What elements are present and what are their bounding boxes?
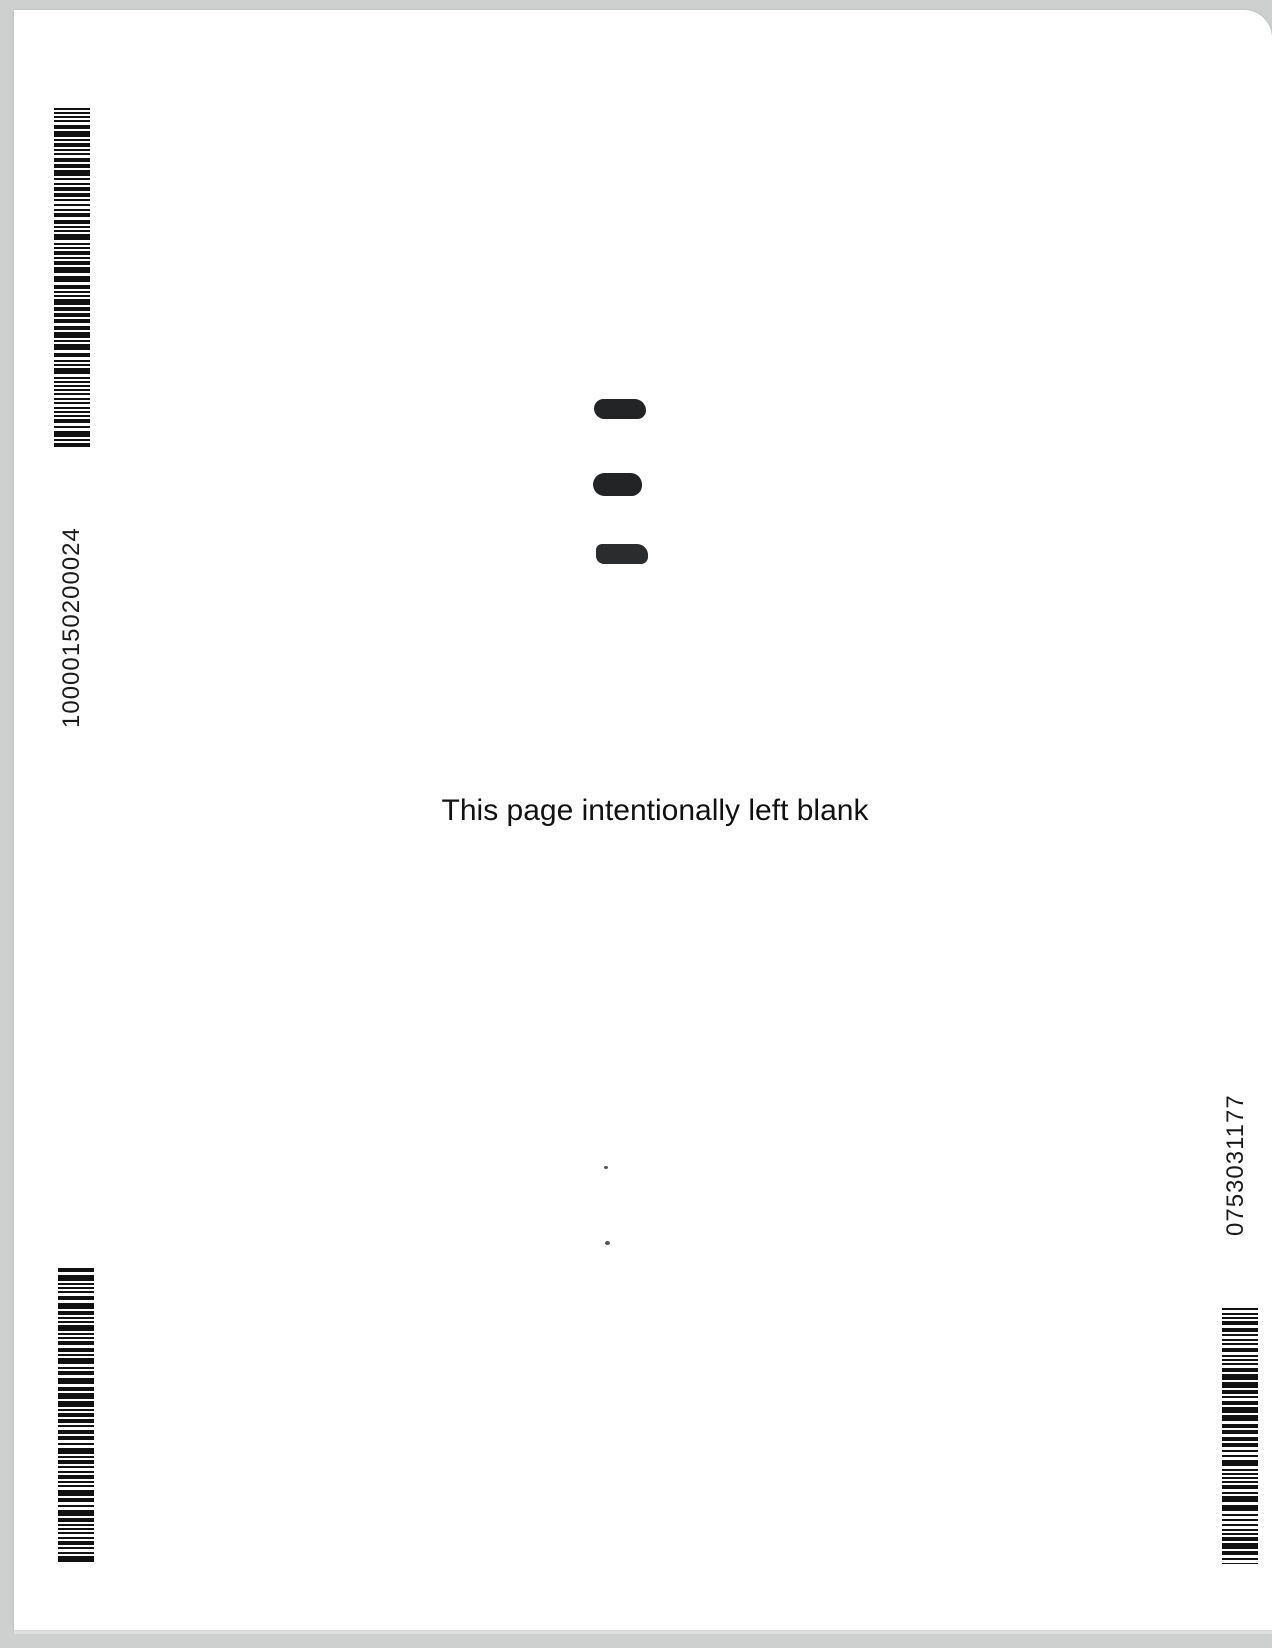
barcode-bar [54, 125, 90, 129]
barcode-bar [58, 1367, 94, 1369]
barcode-bar [1222, 1473, 1258, 1475]
barcode-bar [58, 1317, 94, 1319]
barcode-bar [54, 230, 90, 232]
barcode-bar [54, 291, 90, 293]
barcode-bar [1222, 1374, 1258, 1380]
barcode-bar [54, 364, 90, 366]
barcode-bar [1222, 1529, 1258, 1531]
barcode-bar [58, 1275, 94, 1281]
barcode-bar [58, 1498, 94, 1502]
barcode-bar [54, 353, 90, 357]
barcode-bar [1222, 1443, 1258, 1447]
barcode-bar [54, 234, 90, 240]
barcode-bar [58, 1510, 94, 1516]
barcode-bar [1222, 1505, 1258, 1511]
barcode-bar [1222, 1334, 1258, 1336]
barcode-bar [1222, 1533, 1258, 1535]
barcode-bar [54, 426, 90, 428]
barcode-bar [1222, 1551, 1258, 1555]
barcode-bar [54, 143, 90, 147]
barcode-bar [1222, 1317, 1258, 1319]
barcode-bar [58, 1413, 94, 1417]
barcode-bar [54, 332, 90, 338]
barcode-bar [54, 257, 90, 259]
barcode-bar [54, 243, 90, 245]
barcode-bar [54, 209, 90, 211]
barcode-bar [54, 307, 90, 311]
barcode-bar [58, 1485, 94, 1487]
barcode-bar [54, 261, 90, 265]
barcode-bar [54, 393, 90, 395]
barcode-bar [54, 199, 90, 201]
barcode-bar [58, 1371, 94, 1375]
barcode-bar [54, 220, 90, 224]
barcode-bar [58, 1425, 94, 1427]
barcode-bar [58, 1466, 94, 1468]
barcode-bar [1222, 1407, 1258, 1413]
left-bottom-barcode-graphic [58, 1268, 94, 1562]
barcode-bar [54, 285, 90, 289]
barcode-bar [54, 204, 90, 206]
barcode-bar [58, 1387, 94, 1391]
barcode-bar [54, 267, 90, 273]
barcode-bar [54, 407, 90, 409]
barcode-bar [58, 1283, 94, 1285]
barcode-bar [1222, 1537, 1258, 1541]
barcode-bar [54, 251, 90, 255]
barcode-bar [1222, 1485, 1258, 1489]
barcode-bar [54, 139, 90, 141]
barcode-bar [54, 112, 90, 114]
barcode-bar [54, 213, 90, 217]
barcode-bar [58, 1430, 94, 1434]
barcode-bar [1222, 1563, 1258, 1564]
barcode-bar [1222, 1424, 1258, 1428]
barcode-bar [54, 153, 90, 155]
barcode-bar [54, 295, 90, 297]
barcode-bar [1222, 1415, 1258, 1421]
barcode-bar [54, 389, 90, 391]
left-document-number: 10000150200024 [58, 527, 85, 728]
barcode-bar [54, 170, 90, 176]
left-top-barcode [54, 108, 90, 448]
barcode-bar [1222, 1477, 1258, 1479]
barcode-bar [54, 299, 90, 305]
barcode-bar [54, 411, 90, 413]
barcode-bar [54, 381, 90, 383]
barcode-bar [58, 1528, 94, 1530]
barcode-bar [1222, 1321, 1258, 1325]
barcode-bar [54, 402, 90, 404]
barcode-bar [54, 276, 90, 282]
barcode-bar [1222, 1455, 1258, 1457]
barcode-bar [58, 1321, 94, 1323]
barcode-bar [58, 1541, 94, 1545]
barcode-bar [58, 1436, 94, 1440]
barcode-bar [58, 1547, 94, 1549]
barcode-bar [58, 1303, 94, 1309]
barcode-bar [54, 368, 90, 374]
barcode-bar [1222, 1558, 1258, 1560]
barcode-bar [54, 164, 90, 168]
barcode-bar [54, 319, 90, 323]
barcode-bar [58, 1505, 94, 1507]
barcode-bar [54, 439, 90, 441]
barcode-bar [1222, 1359, 1258, 1361]
barcode-bar [54, 226, 90, 228]
barcode-bar [54, 419, 90, 423]
barcode-bar [1222, 1328, 1258, 1332]
barcode-bar [58, 1348, 94, 1352]
barcode-bar [1222, 1450, 1258, 1452]
barcode-bar [58, 1456, 94, 1458]
barcode-bar [1222, 1343, 1258, 1345]
barcode-bar [54, 120, 90, 122]
barcode-bar [54, 158, 90, 162]
barcode-bar [58, 1333, 94, 1335]
barcode-bar [1222, 1430, 1258, 1434]
barcode-bar [54, 344, 90, 350]
barcode-bar [58, 1341, 94, 1345]
barcode-bar [1222, 1308, 1258, 1310]
barcode-bar [58, 1448, 94, 1454]
barcode-bar [58, 1475, 94, 1479]
barcode-bar [54, 187, 90, 191]
barcode-bar [58, 1518, 94, 1522]
barcode-bar [58, 1490, 94, 1496]
barcode-bar [54, 326, 90, 330]
barcode-bar [54, 313, 90, 317]
barcode-bar [1222, 1390, 1258, 1394]
barcode-bar [1222, 1348, 1258, 1352]
blank-page-notice: This page intentionally left blank [441, 794, 869, 827]
barcode-bar [1222, 1519, 1258, 1521]
barcode-bar [54, 340, 90, 342]
barcode-bar [1222, 1524, 1258, 1526]
barcode-bar [58, 1291, 94, 1293]
barcode-bar [1222, 1368, 1258, 1372]
barcode-bar [1222, 1496, 1258, 1502]
barcode-bar [54, 415, 90, 417]
punch-hole-mark [594, 399, 646, 419]
barcode-bar [54, 108, 90, 110]
barcode-bar [58, 1481, 94, 1483]
barcode-bar [58, 1358, 94, 1364]
barcode-bar [58, 1393, 94, 1399]
barcode-bar [54, 385, 90, 387]
right-bottom-barcode [1222, 1308, 1258, 1564]
barcode-bar [1222, 1492, 1258, 1494]
barcode-bar [58, 1443, 94, 1445]
paper-edge [14, 1630, 1272, 1634]
barcode-bar [58, 1311, 94, 1315]
left-bottom-barcode [58, 1268, 94, 1562]
barcode-bar [58, 1460, 94, 1464]
barcode-bar [58, 1537, 94, 1539]
barcode-bar [54, 360, 90, 362]
scan-speck [604, 1166, 608, 1169]
barcode-bar [58, 1532, 94, 1534]
barcode-bar [54, 247, 90, 249]
barcode-bar [54, 116, 90, 118]
barcode-bar [58, 1337, 94, 1339]
barcode-bar [1222, 1382, 1258, 1388]
barcode-bar [58, 1354, 94, 1356]
barcode-bar [1222, 1469, 1258, 1471]
punch-hole-mark [596, 544, 648, 564]
barcode-bar [58, 1268, 94, 1272]
barcode-bar [58, 1409, 94, 1411]
barcode-bar [58, 1524, 94, 1526]
barcode-bar [58, 1378, 94, 1384]
barcode-bar [1222, 1543, 1258, 1549]
barcode-bar [1222, 1396, 1258, 1398]
barcode-bar [54, 398, 90, 400]
barcode-bar [58, 1325, 94, 1331]
punch-hole-mark [593, 473, 642, 496]
barcode-bar [58, 1419, 94, 1423]
barcode-bar [58, 1296, 94, 1300]
right-document-number: 0753031177 [1222, 1094, 1249, 1236]
left-top-barcode-graphic [54, 108, 90, 448]
barcode-bar [1222, 1481, 1258, 1483]
barcode-bar [58, 1556, 94, 1562]
barcode-bar [58, 1401, 94, 1407]
barcode-bar [54, 149, 90, 151]
barcode-bar [1222, 1355, 1258, 1357]
barcode-bar [58, 1287, 94, 1289]
barcode-bar [54, 193, 90, 197]
barcode-bar [54, 377, 90, 379]
barcode-bar [54, 431, 90, 437]
barcode-bar [1222, 1514, 1258, 1516]
barcode-bar [58, 1552, 94, 1554]
barcode-bar [1222, 1339, 1258, 1341]
barcode-bar [1222, 1437, 1258, 1441]
right-bottom-barcode-graphic [1222, 1308, 1258, 1564]
barcode-bar [54, 178, 90, 180]
barcode-bar [1222, 1313, 1258, 1315]
barcode-bar [1222, 1401, 1258, 1405]
barcode-bar [54, 183, 90, 185]
scan-speck [605, 1241, 610, 1245]
barcode-bar [54, 443, 90, 447]
barcode-bar [1222, 1363, 1258, 1365]
barcode-bar [58, 1471, 94, 1473]
barcode-bar [1222, 1460, 1258, 1466]
barcode-bar [54, 131, 90, 137]
